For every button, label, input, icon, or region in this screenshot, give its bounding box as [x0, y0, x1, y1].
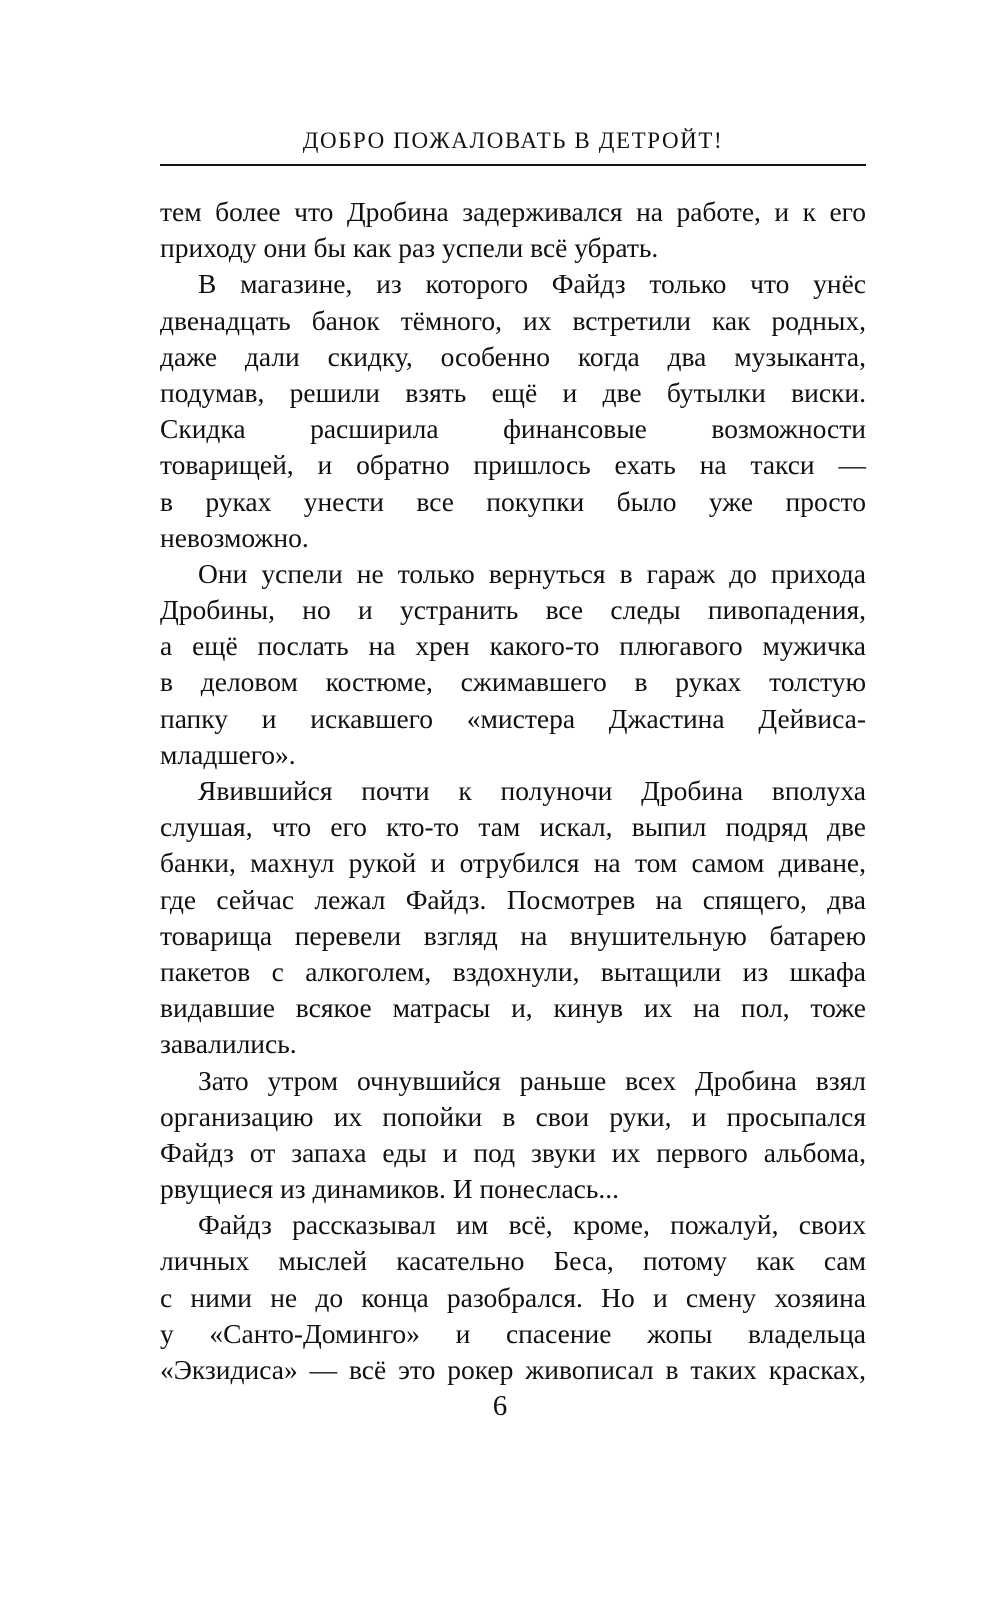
- header-rule: [160, 164, 866, 166]
- text-line: двенадцать банок тёмного, их встретили как родных,: [160, 304, 866, 336]
- text-line: тем более что Дробина задерживался на работе, и к его: [160, 196, 866, 227]
- text-line: где сейчас лежал Файдз. Посмотрев на спящего, два: [160, 883, 866, 915]
- text-line: Они успели не только вернуться в гараж до прихода: [198, 557, 866, 589]
- text-line: Дробины, но и устранить все следы пивопадения,: [160, 594, 866, 626]
- text-line: в руках унести все покупки было уже просто: [160, 485, 866, 517]
- text-line: с ними не до конца разобрался. Но и смену хозяина: [160, 1281, 866, 1313]
- text-line: банки, махнул рукой и отрубился на том самом диване,: [160, 847, 866, 879]
- text-line: Файдз рассказывал им всё, кроме, пожалуй, своих: [198, 1209, 866, 1241]
- text-line: приходу они бы как раз успели всё убрать.: [160, 232, 659, 264]
- page-number: 6: [492, 1390, 508, 1422]
- text-line: невозможно.: [160, 521, 309, 553]
- text-line: пакетов с алкоголем, вздохнули, вытащили из шкафа: [160, 955, 866, 987]
- text-line: в деловом костюме, сжимавшего в руках толстую: [160, 666, 866, 698]
- text-line: папку и искавшего «мистера Джастина Дейвиса-: [160, 702, 866, 734]
- text-line: завалились.: [160, 1028, 297, 1060]
- body-text: [160, 194, 866, 1388]
- text-line: подумав, решили взять ещё и две бутылки виски.: [160, 376, 866, 408]
- text-line: видавшие всякое матрасы и, кинув их на пол, тоже: [160, 992, 866, 1024]
- text-line: даже дали скидку, особенно когда два музыканта,: [160, 340, 866, 372]
- text-line: В магазине, из которого Файдз только что унёс: [198, 268, 866, 300]
- paragraph: [160, 266, 866, 556]
- text-line: личных мыслей касательно Беса, потому как сам: [160, 1245, 866, 1277]
- text-line: Явившийся почти к полуночи Дробина вполуха: [198, 775, 866, 806]
- running-header: ДОБРО ПОЖАЛОВАТЬ В ДЕТРОЙТ!: [302, 128, 724, 153]
- paragraph: [160, 194, 866, 266]
- paragraph: [160, 556, 866, 773]
- text-line: «Экзидиса» — всё это рокер живописал в таких красках,: [160, 1354, 866, 1385]
- paragraph: [160, 1063, 866, 1208]
- text-line: товарища перевели взгляд на внушительную батарею: [160, 919, 866, 951]
- paragraph: [160, 1207, 866, 1388]
- text-line: Скидка расширила финансовые возможности: [160, 413, 866, 445]
- text-line: у «Санто-Доминго» и спасение жопы владельца: [160, 1317, 866, 1349]
- text-line: младшего».: [160, 738, 296, 770]
- text-line: рвущиеся из динамиков. И понеслась...: [160, 1173, 620, 1205]
- text-line: а ещё послать на хрен какого-то плюгавого мужичка: [160, 630, 866, 662]
- text-line: организацию их попойки в свои руки, и просыпался: [160, 1100, 866, 1132]
- text-line: Файдз от запаха еды и под звуки их первого альбома,: [160, 1136, 866, 1168]
- text-line: товарищей, и обратно пришлось ехать на такси —: [160, 449, 866, 481]
- text-line: Зато утром очнувшийся раньше всех Дробина взял: [198, 1064, 866, 1096]
- paragraph: [160, 773, 866, 1063]
- text-line: слушая, что его кто-то там искал, выпил подряд две: [160, 811, 866, 843]
